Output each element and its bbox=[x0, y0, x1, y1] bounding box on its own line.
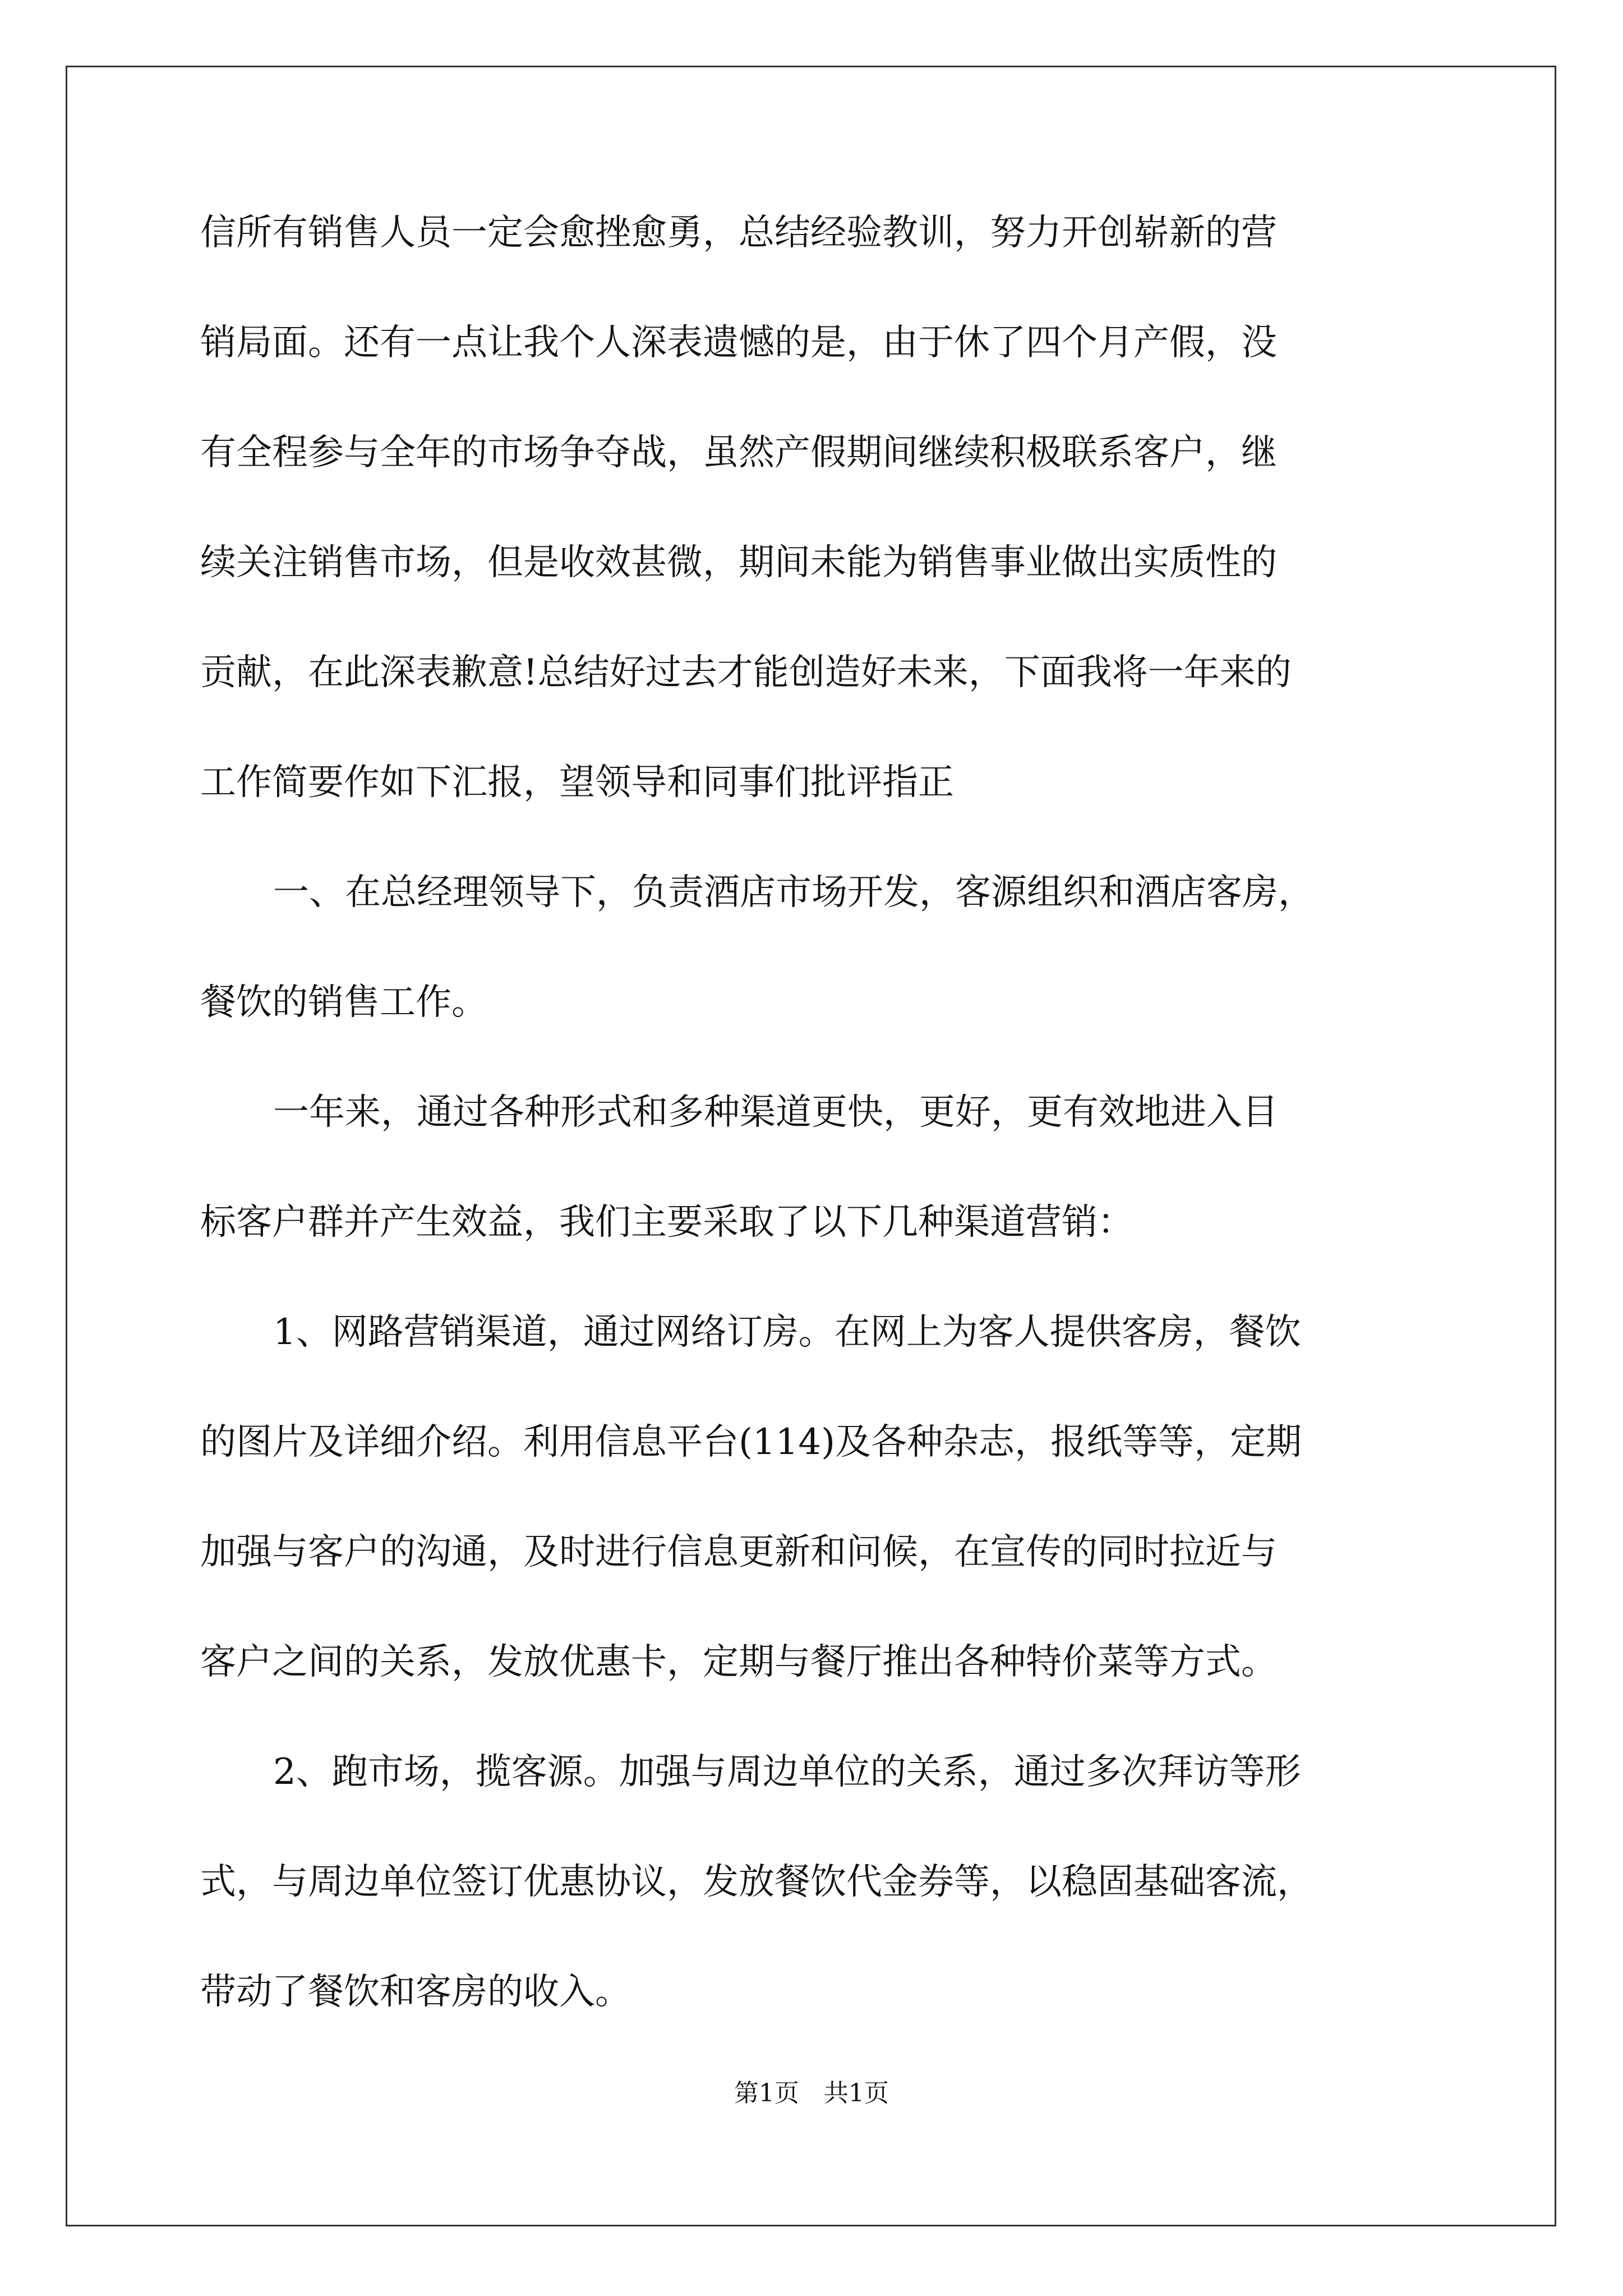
text-line: 式，与周边单位签订优惠协议，发放餐饮代金券等，以稳固基础客流， bbox=[200, 1861, 1313, 1903]
text-line: 的图片及详细介绍。利用信息平台(114)及各种杂志，报纸等等，定期 bbox=[200, 1421, 1302, 1463]
text-line: 加强与客户的沟通，及时进行信息更新和问候，在宣传的同时拉近与 bbox=[200, 1531, 1277, 1573]
text-line: 带动了餐饮和客房的收入。 bbox=[200, 1971, 631, 2013]
text-line: 客户之间的关系，发放优惠卡，定期与餐厅推出各种特价菜等方式。 bbox=[200, 1641, 1277, 1683]
text-line: 有全程参与全年的市场争夺战，虽然产假期间继续积极联系客户，继 bbox=[200, 432, 1277, 473]
paragraph-first-line: 一年来，通过各种形式和多种渠道更快，更好，更有效地进入目 bbox=[273, 1092, 1278, 1133]
text-line: 标客户群并产生效益，我们主要采取了以下几种渠道营销： bbox=[200, 1202, 1133, 1243]
text-line: 续关注销售市场，但是收效甚微，期间未能为销售事业做出实质性的 bbox=[200, 542, 1277, 583]
text-line: 餐饮的销售工作。 bbox=[200, 982, 487, 1023]
paragraph-first-line: 1、网路营销渠道，通过网络订房。在网上为客人提供客房，餐饮 bbox=[273, 1312, 1301, 1353]
text-line: 贡献，在此深表歉意!总结好过去才能创造好未来，下面我将一年来的 bbox=[200, 652, 1292, 693]
text-line: 销局面。还有一点让我个人深表遗憾的是，由于休了四个月产假，没 bbox=[200, 322, 1277, 364]
text-line: 工作简要作如下汇报，望领导和同事们批评指正 bbox=[200, 762, 954, 803]
paragraph-first-line: 2、跑市场，揽客源。加强与周边单位的关系，通过多次拜访等形 bbox=[273, 1751, 1301, 1793]
paragraph-first-line: 一、在总经理领导下，负责酒店市场开发，客源组织和酒店客房， bbox=[273, 872, 1314, 913]
page-number-footer: 第1页 共1页 bbox=[734, 2079, 889, 2108]
text-line: 信所有销售人员一定会愈挫愈勇，总结经验教训，努力开创崭新的营 bbox=[200, 212, 1277, 254]
